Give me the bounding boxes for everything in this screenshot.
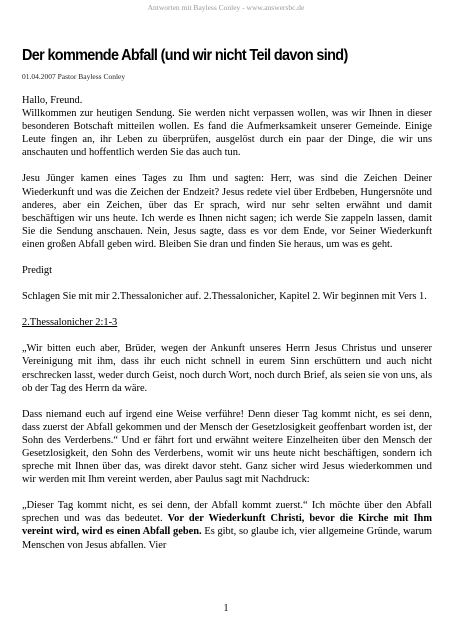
greeting — [22, 94, 432, 159]
apostasy-bold-statement: Vor der Wiederkunft Christi, bevor die Kirche mit Ihm vereint wird, wird es einen Abfall geben. — [22, 513, 432, 538]
apostasy-text-end: Es gibt, so glaube ich, vier allgemeine Gründe, warum Menschen von Jesus abfallen. Vier — [22, 526, 432, 551]
paragraph-scripture-intro: Schlagen Sie mit mir 2.Thessalonicher auf. 2.Thessalonicher, Kapitel 2. Wir beginnen mit Vers 1. — [22, 291, 427, 303]
paragraph-disciples: Jesu Jünger kamen eines Tages zu Ihm und sagten: Herr, was sind die Zeichen Deiner Wiederkunft und was die Zeichen der Endzeit? Jesus redete viel über Erdbeben, Hungersnöte und anderes, aber ein Zeichen, über das Er sprach, wird nur sehr selten erwähnt und damit beschäftigen wir uns heute. Ich werde es Ihnen nicht sagen; ich werde Sie zappeln lassen, damit Sie die Sendung anschauen. Nein, Jesus sagte, dass es vor dem Ende, vor Seiner Wiederkunft einen großen Abfall geben wird. Bleiben Sie dran und finden Sie heraus, um was es geht. — [22, 173, 432, 250]
paragraph-apostasy — [22, 499, 432, 551]
document-title: Der kommende Abfall (und wir nicht Teil davon sind) — [22, 47, 348, 64]
paragraph-scripture-quote: „Wir bitten euch aber, Brüder, wegen der Ankunft unseres Herrn Jesus Christus und unserer Vereinigung mit ihm, dass ihr euch nicht schnell in eurem Sinn erschüttern und auch nicht erschrecken lasst, weder durch Geist, noch durch Wort, noch durch Brief, als seien sie von uns, als ob der Tag des Herrn da wäre. — [22, 343, 432, 394]
document-body — [22, 94, 432, 565]
paragraph-lawlessness: Dass niemand euch auf irgend eine Weise verführe! Denn dieser Tag kommt nicht, es sei denn, dass zuerst der Abfall gekommen und der Mensch der Gesetzlosigkeit geoffenbart worden ist, der Sohn des Verderbens.“ Und er fährt fort und erwähnt weitere Einzelheiten über den Mensch der Gesetzlosigkeit, den Sohn des Verderbens, womit wir uns heute nicht beschäftigen, sondern ich spreche mit Ihnen über das, was direkt davor steht. Ganz sicher wird Jesus wiederkommen und wir werden mit Ihm vereint werden, aber Paulus sagt mit Nachdruck: — [22, 408, 432, 486]
section-heading-predigt: Predigt — [22, 265, 53, 277]
page-header: Antworten mit Bayless Conley - www.answersbc.de — [147, 3, 305, 12]
document-date-author: 01.04.2007 Pastor Bayless Conley — [22, 72, 126, 81]
scripture-reference — [22, 316, 432, 329]
scripture-reference-text: 2.Thessalonicher 2:1-3 — [22, 317, 118, 329]
intro-paragraph: Willkommen zur heutigen Sendung. Sie werden nicht verpassen wollen, was wir Ihnen in dieser besonderen Botschaft mitteilen wollen. Es fand die Aufmerksamkeit unserer Gemeinde. Einige Leute fingen an, ihr Leben zu überprüfen, ausgelöst durch ein paar der Dinge, die wir uns anschauten und hoffentlich werden Sie das auch tun. — [22, 108, 432, 159]
apostasy-text-start: „Dieser Tag kommt nicht, es sei denn, der Abfall kommt zuerst.“ Ich möchte über den Abfall sprechen und was das bedeutet. — [22, 500, 432, 525]
greeting-text: Hallo, Freund. — [22, 95, 83, 106]
page-number: 1 — [223, 603, 229, 614]
